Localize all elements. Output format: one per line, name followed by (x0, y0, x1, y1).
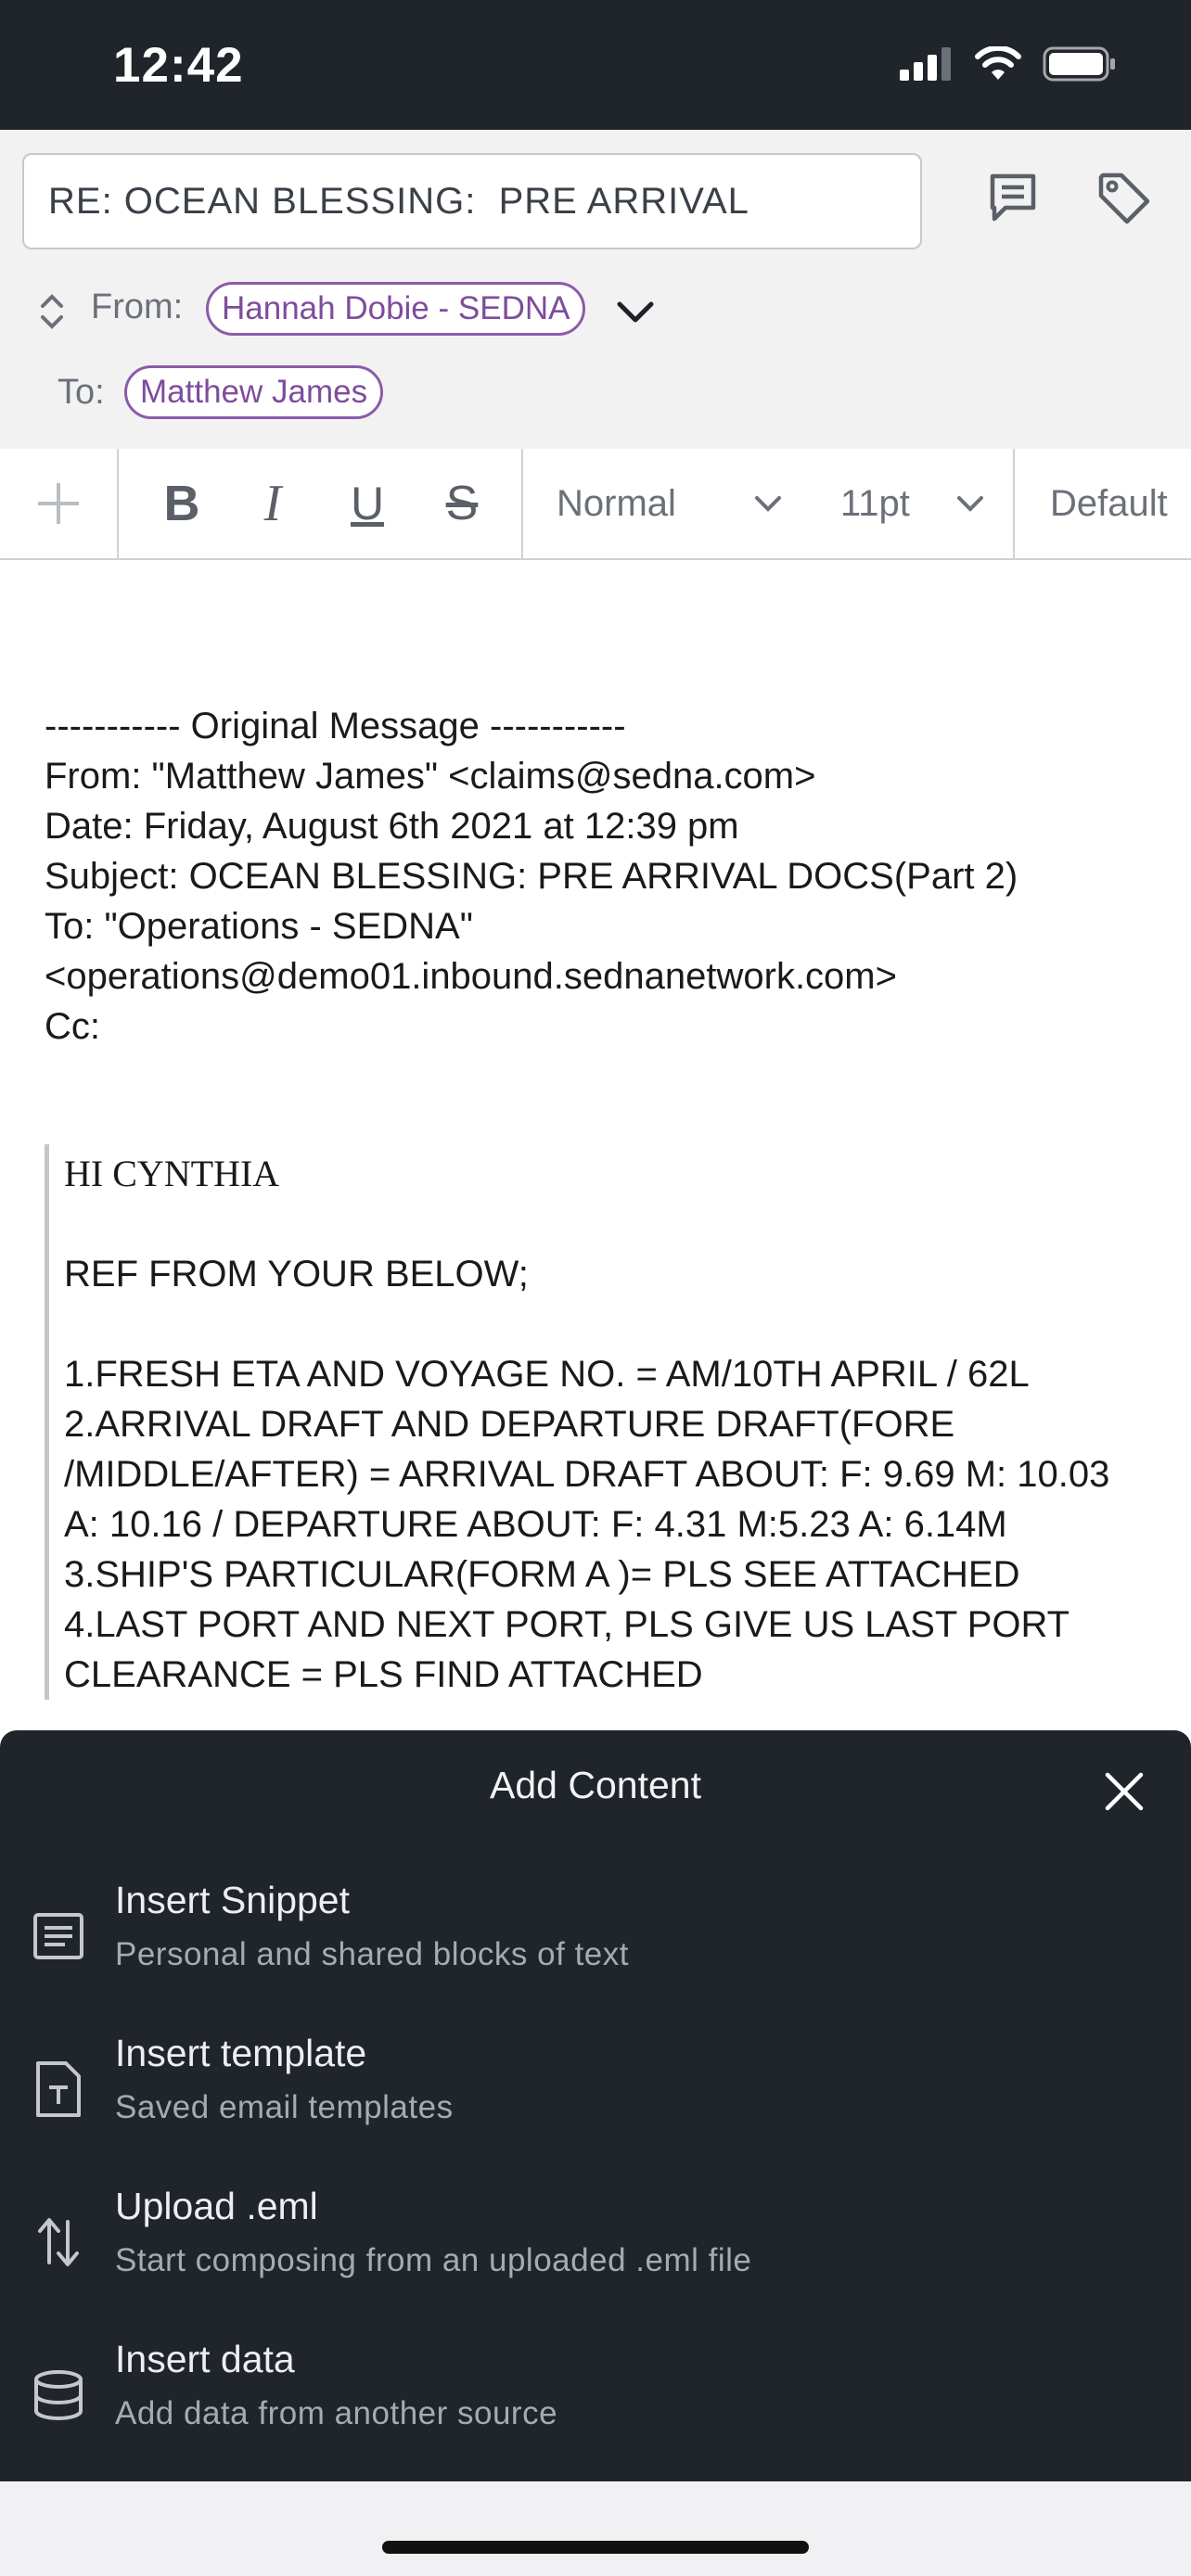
quote-item: 4.LAST PORT AND NEXT PORT, PLS GIVE US LAST PORT CLEARANCE = PLS FIND ATTACHED (64, 1604, 1069, 1695)
comment-icon (985, 171, 1041, 226)
battery-icon (1043, 46, 1117, 82)
option-title: Insert Snippet (115, 1879, 350, 1921)
chevron-down-icon (954, 487, 987, 520)
quote-item: 2.ARRIVAL DRAFT AND DEPARTURE DRAFT(FORE /MIDDLE/AFTER) = ARRIVAL DRAFT ABOUT: F: 9.69 M: 10.03 A: 10.16 / DEPARTURE ABOUT: F: 4.31 M:5.23 A: 6.14M (64, 1404, 1110, 1545)
wifi-icon (974, 46, 1022, 82)
strikethrough-icon: S (445, 477, 479, 530)
tag-icon (1095, 170, 1153, 227)
option-subtitle: Start composing from an uploaded .eml file (115, 2242, 752, 2278)
bold-button[interactable] (148, 449, 215, 558)
expand-collapse-icon[interactable] (33, 289, 70, 334)
from-row (0, 278, 1191, 343)
insert-template-option[interactable] (0, 2021, 1191, 2160)
subject-input[interactable]: RE: OCEAN BLESSING: PRE ARRIVAL (22, 153, 922, 249)
italic-icon: I (263, 475, 282, 532)
from-label: From: (91, 287, 184, 326)
to-label: To: (58, 373, 105, 412)
original-message-header (45, 701, 1018, 1052)
to-chip[interactable]: Matthew James (124, 365, 383, 419)
original-message-line: Date: Friday, August 6th 2021 at 12:39 pm (45, 806, 739, 847)
sheet-title: Add Content (490, 1764, 701, 1806)
add-content-button[interactable] (0, 449, 117, 558)
compose-header (0, 130, 1191, 451)
underline-button[interactable] (334, 449, 401, 558)
option-subtitle: Add data from another source (115, 2395, 558, 2431)
home-indicator-area (0, 2481, 1191, 2576)
paragraph-style-value: Normal (557, 482, 676, 524)
paragraph-style-dropdown[interactable] (523, 449, 811, 558)
option-title: Insert template (115, 2032, 367, 2074)
snippet-icon (28, 1901, 89, 1971)
italic-button[interactable] (239, 449, 306, 558)
status-time: 12:42 (113, 38, 244, 93)
plus-icon (34, 479, 83, 528)
home-indicator[interactable] (382, 2541, 809, 2554)
signal-icon (900, 47, 954, 81)
original-message-line: To: "Operations - SEDNA" (45, 906, 473, 947)
original-message-line: <operations@demo01.inbound.sednanetwork.com> (45, 956, 897, 997)
insert-data-option[interactable] (0, 2327, 1191, 2466)
chevron-down-icon[interactable] (614, 291, 657, 332)
close-icon (1104, 1771, 1145, 1812)
font-family-dropdown[interactable] (1015, 449, 1191, 558)
insert-snippet-option[interactable] (0, 1868, 1191, 2007)
database-icon (28, 2360, 89, 2430)
from-chip[interactable]: Hannah Dobie - SEDNA (206, 282, 585, 336)
quote-item: 3.SHIP'S PARTICULAR(FORM A )= PLS SEE ATTACHED (64, 1554, 1020, 1595)
quote-greeting: HI CYNTHIA (64, 1153, 280, 1194)
tag-button[interactable] (1091, 165, 1158, 232)
bold-icon: B (163, 476, 200, 531)
add-content-sheet (0, 1730, 1191, 2481)
original-message-line: Subject: OCEAN BLESSING: PRE ARRIVAL DOCS(Part 2) (45, 856, 1018, 897)
message-body[interactable] (0, 560, 1191, 1730)
quoted-message (45, 1144, 1131, 1700)
close-button[interactable] (1091, 1758, 1158, 1825)
original-message-line: Cc: (45, 1006, 100, 1047)
comment-button[interactable] (980, 165, 1046, 232)
option-title: Insert data (115, 2338, 295, 2380)
option-subtitle: Personal and shared blocks of text (115, 1936, 629, 1972)
option-subtitle: Saved email templates (115, 2089, 454, 2125)
underline-icon: U (350, 478, 385, 529)
font-family-value: Default (1050, 482, 1168, 524)
strikethrough-button[interactable] (429, 449, 495, 558)
original-message-line: ----------- Original Message ----------- (45, 706, 626, 746)
upload-eml-option[interactable] (0, 2174, 1191, 2313)
quote-ref-line: REF FROM YOUR BELOW; (64, 1254, 529, 1294)
font-size-value: 11pt (840, 482, 910, 524)
chevron-down-icon (751, 487, 785, 520)
quote-item: 1.FRESH ETA AND VOYAGE NO. = AM/10TH APRIL / 62L (64, 1354, 1030, 1395)
status-icons (900, 46, 1117, 82)
format-toolbar (0, 449, 1191, 560)
font-size-dropdown[interactable] (811, 449, 1013, 558)
upload-icon (28, 2207, 89, 2277)
template-icon (28, 2054, 89, 2124)
option-title: Upload .eml (115, 2185, 318, 2227)
original-message-line: From: "Matthew James" <claims@sedna.com> (45, 756, 816, 797)
status-bar (0, 0, 1191, 130)
